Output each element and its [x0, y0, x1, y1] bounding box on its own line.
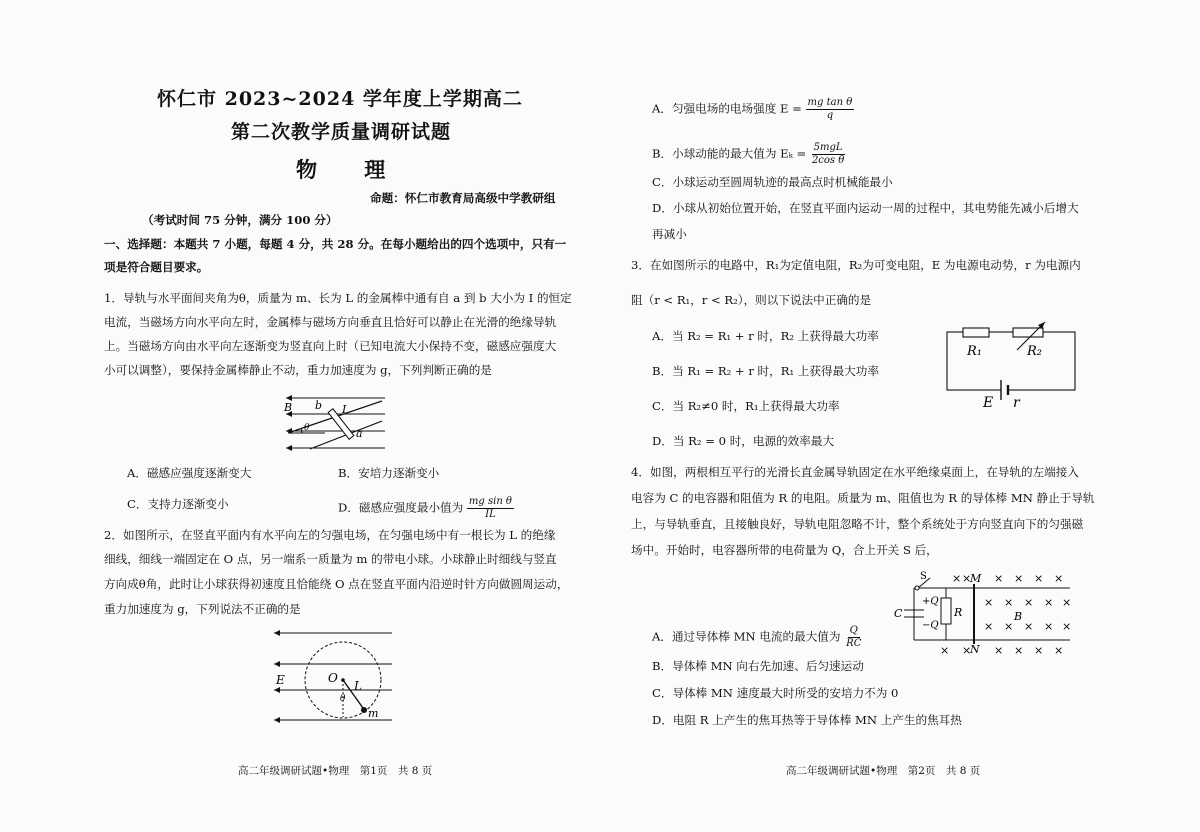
q4-label-R: R	[954, 606, 963, 619]
q4-label-C: C	[894, 607, 903, 620]
right-page-footer: 高二年级调研试题•物理 第2页 共 8 页	[786, 765, 981, 777]
q2-option-B-text: B．小球动能的最大值为 Eₖ =	[652, 146, 807, 161]
q3-option-A: A．当 R₂ = R₁ + r 时，R₂ 上获得最大功率	[652, 329, 879, 343]
q4-option-A-fraction	[844, 625, 863, 650]
q1-stem-line1: 1．导轨与水平面间夹角为θ，质量为 m、长为 L 的金属棒中通有自 a 到 b 大小为 I 的恒定	[104, 291, 572, 305]
q2-option-A	[652, 97, 854, 122]
q1-option-D-numerator: mg sin θ	[468, 496, 512, 507]
q1-option-A: A．磁感应强度逐渐变大	[127, 466, 252, 480]
q3-option-C: C．当 R₂≠0 时，R₁上获得最大功率	[652, 399, 840, 413]
q1-option-D-text: D．磁感应强度最小值为	[338, 500, 464, 515]
q4-label-M: M	[970, 572, 982, 585]
svg-text:×: ×	[984, 620, 994, 633]
svg-text:×: ×	[962, 644, 972, 657]
q2-option-B-denominator: 2cos θ	[811, 155, 845, 166]
q4-stem-line3: 上，与导轨垂直，且接触良好，导轨电阻忽略不计，整个系统处于方向竖直向下的匀强磁	[631, 517, 1084, 531]
q3-label-R2: R₂	[1027, 344, 1042, 359]
q2-option-A-fraction	[806, 97, 855, 122]
q3-label-r: r	[1013, 395, 1020, 410]
q3-option-D: D．当 R₂ = 0 时，电源的效率最大	[652, 434, 835, 448]
q2-option-B-numerator: 5mgL	[813, 142, 843, 153]
q2-stem-line3: 方向成θ角，此时让小球获得初速度且恰能绕 O 点在竖直平面内沿逆时针方向做圆周运动，	[104, 577, 569, 591]
q4-option-A-text: A．通过导体棒 MN 电流的最大值为	[652, 629, 841, 644]
q1-stem-line3: 上。当磁场方向由水平向左逐渐变为竖直向上时（已知电流大小保持不变，磁感应强度大	[104, 339, 557, 353]
q2-option-B-fraction	[810, 142, 846, 167]
q2-label-E: E	[276, 673, 285, 687]
svg-text:×: ×	[1044, 596, 1054, 609]
svg-text:×: ×	[1054, 644, 1064, 657]
q4-stem-line2: 电容为 C 的电容器和阻值为 R 的电阻。质量为 m、阻值也为 R 的导体棒 MN 静止于导轨	[631, 491, 1095, 505]
svg-text:×: ×	[1054, 572, 1064, 585]
svg-text:×: ×	[1062, 596, 1072, 609]
q4-figure	[890, 570, 1075, 658]
q1-label-a: a	[356, 427, 363, 440]
q1-option-B: B．安培力逐渐变小	[338, 466, 440, 480]
q1-stem-line2: 电流，当磁场方向水平向左时，金属棒与磁场方向垂直且恰好可以静止在光滑的绝缘导轨	[104, 315, 557, 329]
q2-option-D-line1: D．小球从初始位置开始，在竖直平面内运动一周的过程中，其电势能先减小后增大	[652, 201, 1079, 215]
q4-option-A-denominator: RC	[846, 638, 862, 649]
q1-stem-line4: 小可以调整），要保持金属棒静止不动，重力加速度为 g，下列判断正确的是	[104, 363, 492, 377]
svg-text:×: ×	[1024, 596, 1034, 609]
svg-text:×: ×	[1004, 596, 1014, 609]
q4-option-A	[652, 625, 863, 650]
section1-heading: 一、选择题：本题共 7 小题，每题 4 分，共 28 分。在每小题给出的四个选项中，只有一	[104, 237, 567, 251]
q2-option-C: C．小球运动至圆周轨迹的最高点时机械能最小	[652, 175, 893, 189]
q4-label-B: B	[1014, 610, 1023, 623]
q4-stem-line1: 4．如图，两根相互平行的光滑长直金属导轨固定在水平绝缘桌面上，在导轨的左端接入	[631, 465, 1079, 479]
q4-option-D: D．电阻 R 上产生的焦耳热等于导体棒 MN 上产生的焦耳热	[652, 713, 962, 727]
q3-circuit-figure	[935, 322, 1085, 410]
q3-stem-line1: 3．在如图所示的电路中，R₁为定值电阻，R₂为可变电阻，E 为电源电动势，r 为电源内	[631, 258, 1081, 272]
svg-text:×: ×	[952, 572, 962, 585]
q4-label-plusQ: +Q	[922, 596, 939, 607]
q2-option-A-text: A．匀强电场的电场强度 E =	[652, 101, 802, 116]
q2-label-O: O	[328, 671, 338, 685]
q4-option-B: B．导体棒 MN 向右先加速、后匀速运动	[652, 659, 864, 673]
svg-text:×: ×	[1062, 620, 1072, 633]
svg-text:×: ×	[994, 644, 1004, 657]
left-page-footer: 高二年级调研试题•物理 第1页 共 8 页	[238, 765, 433, 777]
svg-text:×: ×	[984, 596, 994, 609]
q4-label-minusQ: −Q	[922, 620, 939, 631]
q3-option-B: B．当 R₁ = R₂ + r 时，R₁ 上获得最大功率	[652, 364, 879, 378]
q1-label-I: I	[342, 403, 347, 416]
q3-label-R1: R₁	[967, 344, 982, 359]
q2-stem-line4: 重力加速度为 g，下列说法不正确的是	[104, 602, 301, 616]
exam-author: 命题：怀仁市教育局高级中学教研组	[370, 191, 556, 205]
q2-label-theta: θ	[340, 694, 346, 704]
q2-label-m: m	[368, 707, 379, 720]
exam-info: （考试时间 75 分钟，满分 100 分）	[142, 213, 338, 227]
q1-option-D	[338, 496, 514, 521]
exam-title-line1: 怀仁市 2023~2024 学年度上学期高二	[157, 88, 523, 110]
q2-figure	[268, 625, 398, 725]
q3-label-E: E	[983, 395, 994, 410]
q1-label-b: b	[315, 399, 323, 412]
q2-label-L: L	[354, 679, 362, 693]
q4-label-S: S	[920, 571, 927, 582]
svg-text:×: ×	[1014, 572, 1024, 585]
q1-option-C: C．支持力逐渐变小	[127, 497, 229, 511]
exam-title-line2: 第二次教学质量调研试题	[231, 121, 452, 143]
q1-label-B: B	[284, 401, 293, 414]
q2-option-A-denominator: q	[826, 110, 834, 121]
svg-text:×: ×	[940, 644, 950, 657]
svg-text:×: ×	[1044, 620, 1054, 633]
svg-text:×: ×	[1034, 644, 1044, 657]
section1-heading-cont: 项是符合题目要求。	[104, 260, 209, 274]
q3-stem-line2: 阻（r < R₁，r < R₂），则以下说法中正确的是	[631, 293, 872, 307]
q1-label-theta: θ	[304, 423, 310, 433]
q1-figure	[280, 393, 390, 458]
svg-text:×: ×	[1004, 620, 1014, 633]
svg-text:×: ×	[994, 572, 1004, 585]
q2-option-A-numerator: mg tan θ	[807, 97, 853, 108]
q4-option-C: C．导体棒 MN 速度最大时所受的安培力不为 0	[652, 686, 899, 700]
q1-option-D-denominator: IL	[485, 509, 496, 520]
q2-stem-line1: 2．如图所示，在竖直平面内有水平向左的匀强电场，在匀强电场中有一根长为 L 的绝缘	[104, 528, 556, 542]
q2-stem-line2: 细线，细线一端固定在 O 点，另一端系一质量为 m 的带电小球。小球静止时细线与竖直	[104, 552, 557, 566]
q1-option-D-fraction	[467, 496, 514, 521]
svg-text:×: ×	[1034, 572, 1044, 585]
svg-text:×: ×	[962, 572, 972, 585]
q2-option-B	[652, 142, 846, 167]
q4-label-N: N	[970, 643, 980, 656]
svg-text:×: ×	[1024, 620, 1034, 633]
q4-option-A-numerator: Q	[849, 625, 858, 636]
q4-stem-line4: 场中。开始时，电容器所带的电荷量为 Q，合上开关 S 后，	[631, 543, 938, 557]
exam-subject: 物 理	[296, 157, 406, 182]
q2-option-D-line2: 再减小	[652, 227, 687, 241]
svg-text:×: ×	[1014, 644, 1024, 657]
